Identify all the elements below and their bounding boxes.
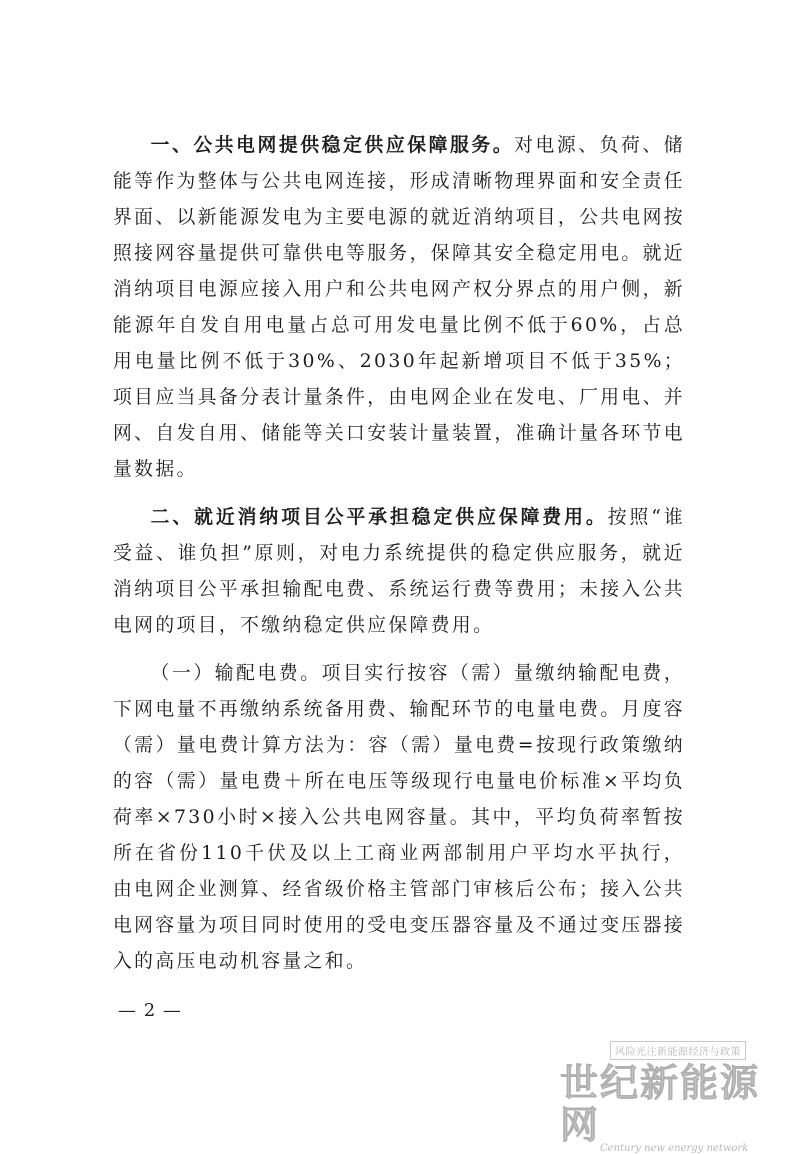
watermark-logo — [560, 1040, 770, 1154]
paragraph-3 — [113, 656, 685, 980]
paragraph-3-text: （一）输配电费。项目实行按容（需）量缴纳输配电费，下网电量不再缴纳系统备用费、输配环节的电量电费。月度容（需）量电费计算方法为：容（需）量电费=按现行政策缴纳的容（需）量电费＋所在电压等级现行电量电价标准×平均负荷率×730小时×接入公共电网容量。其中，平均负荷率暂按所在省份110千伏及以上工商业两部制用户平均水平执行，由电网企业测算、经省级价格主管部门审核后公布；接入公共电网容量为项目同时使用的受电变压器容量及不通过变压器接入的高压电动机容量之和。 — [113, 663, 685, 972]
section-heading-1: 一、公共电网提供稳定供应保障服务。 — [150, 135, 515, 156]
paragraph-2-text: 按照“谁受益、谁负担”原则，对电力系统提供的稳定供应服务，就近消纳项目公平承担输配电费、系统运行费等费用；未接入公共电网的项目，不缴纳稳定供应保障费用。 — [113, 507, 686, 636]
watermark-tagline: 风险光注新能源经济与政策 — [610, 1041, 746, 1060]
watermark-brand: 世纪新能源网 — [560, 1060, 761, 1147]
paragraph-2 — [113, 500, 685, 644]
watermark-english: Century new energy network — [600, 1143, 749, 1154]
page-number: — 2 — — [118, 1000, 182, 1021]
document-body — [113, 128, 685, 992]
paragraph-1-text: 对电源、负荷、储能等作为整体与公共电网连接，形成清晰物理界面和安全责任界面、以新能源发电为主要电源的就近消纳项目，公共电网按照接网容量提供可靠供电等服务，保障其安全稳定用电。就近消纳项目电源应接入用户和公共电网产权分界点的用户侧，新能源年自发自用电量占总可用发电量比例不低于60%，占总用电量比例不低于30%、2030年起新增项目不低于35%；项目应当具备分表计量条件，由电网企业在发电、厂用电、并网、自发自用、储能等关口安装计量装置，准确计量各环节电量数据。 — [113, 135, 685, 480]
section-heading-2: 二、就近消纳项目公平承担稳定供应保障费用。 — [150, 507, 608, 528]
paragraph-1 — [113, 128, 685, 488]
